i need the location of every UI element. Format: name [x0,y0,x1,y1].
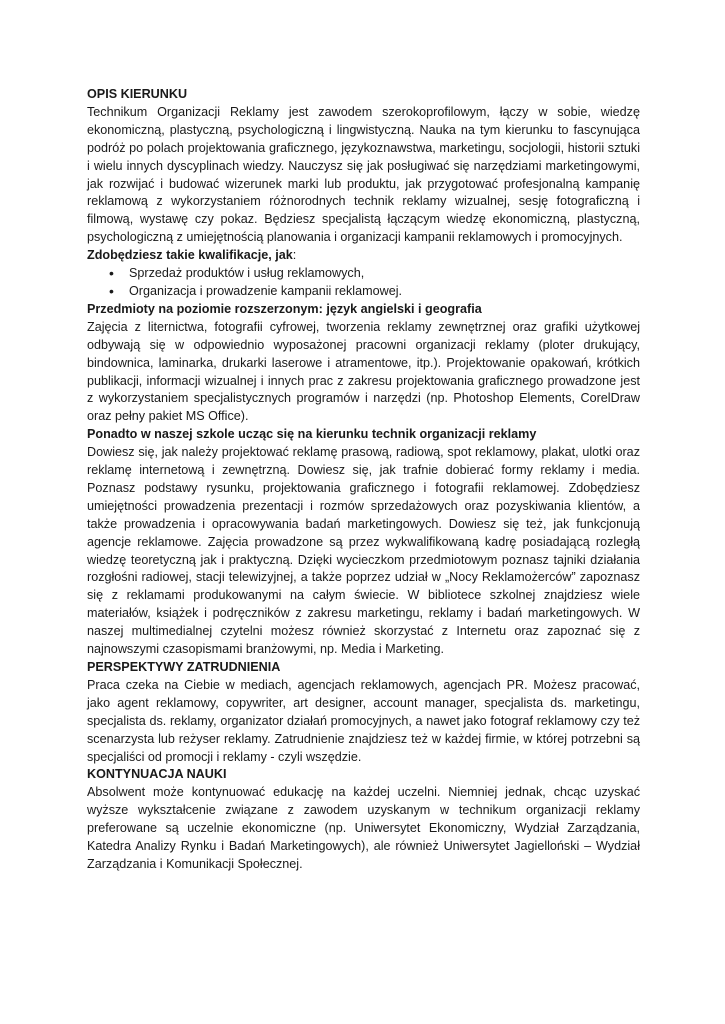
heading-perspektywy: PERSPEKTYWY ZATRUDNIENIA [87,660,281,674]
document-page [87,86,640,874]
kwalifikacje-list [87,265,640,301]
heading-przedmioty: Przedmioty na poziomie rozszerzonym: język angielski i geografia [87,301,482,316]
heading-kwalifikacje-text: Zdobędziesz takie kwalifikacje, jak [87,248,293,263]
list-item: • Sprzedaż produktów i usług reklamowych, [109,265,640,283]
heading-kontynuacja: KONTYNUACJA NAUKI [87,767,227,782]
heading-kwalifikacje [87,247,640,265]
list-item: • Organizacja i prowadzenie kampanii reklamowej. [109,283,640,301]
paragraph-ponadto: Dowiesz się, jak należy projektować reklamę prasową, radiową, spot reklamowy, plakat, ulotki oraz reklamę internetową i zewnętrzną. Dowiesz się, jak trafnie dobierać formy reklamy i media. Poznasz podstawy rysunku, projektowania graficznego i fotografii reklamowej. Zdobędziesz umiejętności prowadzenia prezentacji i rozmów sprzedażowych oraz pozyskiwania klientów, a także prowadzenia i opracowywania badań marketingowych. Dowiesz się też, jak funkcjonują agencje reklamowe. Zajęcia prowadzone są przez wykwalifikowaną kadrę posiadającą rozległą wiedzę teoretyczną jak i praktyczną. Dzięki wycieczkom przedmiotowym poznasz tajniki działania rozgłośni radiowej, stacji telewizyjnej, a także poprzez udział w „Nocy Reklamożerców” zapoznasz się z reklamami produkowanymi na całym świecie. W bibliotece szkolnej znajdziesz wiele materiałów, książek i podręczników z zakresu marketingu, reklamy i badań marketingowych. W naszej multimedialnej czytelni możesz również skorzystać z Internetu oraz zapoznać się z najnowszymi czasopismami branżowymi, np. Media i Marketing. [87,445,640,657]
paragraph-kontynuacja: Absolwent może kontynuować edukację na każdej uczelni. Niemniej jednak, chcąc uzyskać wyższe wykształcenie związane z zawodem uzyskanym w technikum organizacji reklamy preferowane są uczelnie ekonomiczne (np. Uniwersytet Ekonomiczny, Wydział Zarządzania, Katedra Analizy Rynku i Badań Marketingowych), ale również Uniwersytet Jagielloński – Wydział Zarządzania i Komunikacji Społecznej. [87,785,640,871]
paragraph-opis-kierunku: Technikum Organizacji Reklamy jest zawodem szerokoprofilowym, łączy w sobie, wiedzę ekonomiczną, plastyczną, psychologiczną i lingwistyczną. Nauka na tym kierunku to fascynująca podróż po polach projektowania graficznego, językoznawstwa, marketingu, socjologii, historii sztuki i wielu innych dyscyplinach wiedzy. Nauczysz się jak posługiwać się narzędziami marketingowymi, jak rozwijać i budować wizerunek marki lub produktu, jak przygotować profesjonalną kampanię reklamową z wykorzystaniem różnorodnych technik reklamy wizualnej, sesję fotograficzną i filmową, wystawę czy pokaz. Będziesz specjalistą łączącym wiedzę ekonomiczną, plastyczną, psychologiczną z umiejętnością planowania i organizacji kampanii reklamowych i promocyjnych. [87,104,640,245]
heading-opis-kierunku: OPIS KIERUNKU [87,87,188,101]
paragraph-przedmioty: Zajęcia z liternictwa, fotografii cyfrowej, tworzenia reklamy zewnętrznej oraz grafiki użytkowej odbywają się w odpowiednio wyposażonej pracowni organizacji reklamy (ploter drukujący, bindownica, laminarka, drukarki laserowe i atramentowe, itp.). Projektowanie opakowań, krótkich publikacji, informacji wizualnej i innych prac z zakresu projektowania graficznego prowadzone jest z wykorzystaniem specjalistycznych programów i narzędzi (np. Photoshop Elements, CorelDraw oraz pełny pakiet MS Office). [87,319,640,424]
heading-ponadto: Ponadto w naszej szkole ucząc się na kierunku technik organizacji reklamy [87,427,537,442]
paragraph-perspektywy: Praca czeka na Ciebie w mediach, agencjach reklamowych, agencjach PR. Możesz pracować, jako agent reklamowy, copywriter, art designer, account manager, specjalista ds. marketingu, specjalista ds. reklamy, organizator działań promocyjnych, a nawet jako fotograf reklamowy czy też scenarzysta lub reżyser reklamy. Zatrudnienie znajdziesz też w każdej firmie, w której potrzebni są specjaliści od promocji i reklamy - czyli wszędzie. [87,677,640,764]
heading-kwalifikacje-colon: : [292,248,297,263]
